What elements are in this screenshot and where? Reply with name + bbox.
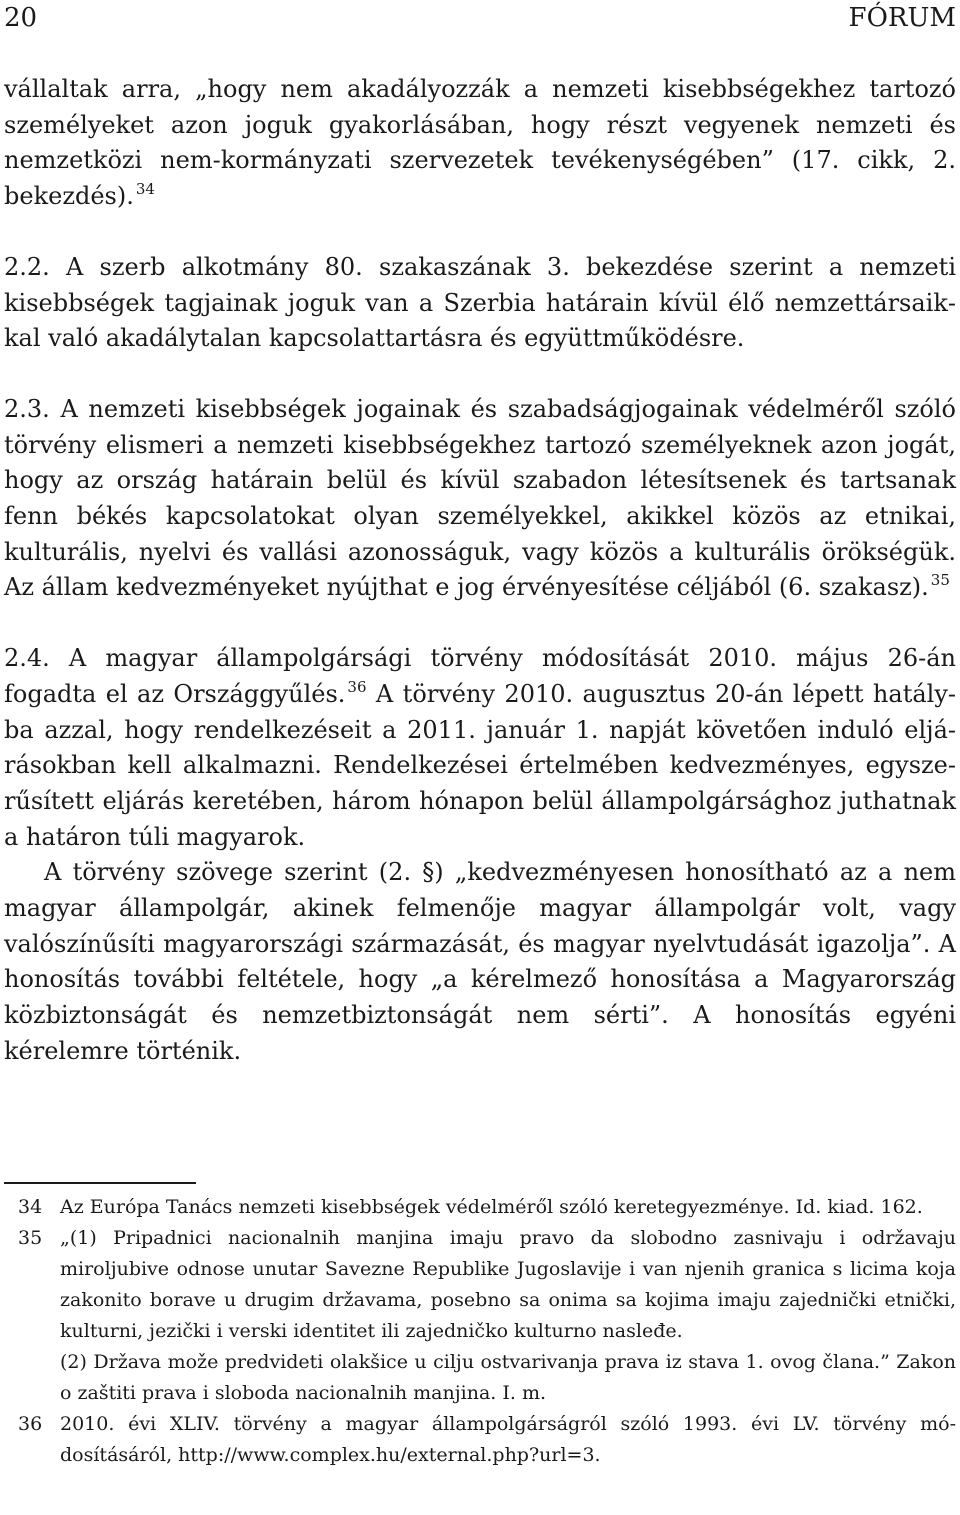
footnote-text: Az Európa Tanács nemzeti kisebbségek védelméről szóló keretegyezménye. Id. kiad. 162. <box>60 1196 923 1218</box>
paragraph-2-2: 2.2. A szerb alkotmány 80. szakaszának 3. bekezdése szerint a nemzeti kisebbségek tagjainak joguk van a Szerbia határain kívül élő nemzettársaikkal való akadálytalan kapcsolattartásra és együttműködésre. <box>4 252 956 353</box>
footnote-ref-36[interactable]: 36 <box>347 677 367 696</box>
paragraph-1: vállaltak arra, „hogy nem akadályozzák a nemzeti kisebbségekhez tartozó személyeket azon joguk gyakorlásában, hogy részt vegyenek nemzeti és nemzetközi nem-kormányzati szervezetek tevékenységében” (17. cikk, 2. bekezdés). $^{34}$ <box>4 75 956 211</box>
footnote-ref-34[interactable]: 34 <box>135 180 155 199</box>
footnote-text: (2) Država može predvideti olakšice u cilju ostvarivanja prava iz stava 1. ovog člana.” Zakon o zaštiti prava i sloboda nacionalnih manjina. I. m. <box>60 1351 956 1404</box>
footnotes <box>4 1192 956 1471</box>
footnote-ref-35[interactable]: 35 <box>930 571 950 590</box>
footnote-number: 34 <box>18 1196 43 1218</box>
page-number: 20 <box>4 3 38 33</box>
footnote-35 <box>4 1223 956 1409</box>
footnote-34 <box>4 1192 956 1223</box>
footnote-text: 2010. évi XLIV. törvény a magyar állampolgárságról szóló 1993. évi LV. törvény módosításáról, http://www.complex.hu/external.php?url=3. <box>60 1413 956 1466</box>
footnote-number: 35 <box>18 1227 43 1249</box>
footnote-separator <box>4 1182 196 1184</box>
paragraph-law-text: A törvény szövege szerint (2. §) „kedvezményesen honosítható az a nem magyar állampolgár, akinek felmenője magyar állampolgár volt, vagy valószínűsíti magyarországi származását, és magyar nyelvtudását igazolja”. A honosítás további feltétele, hogy „a kérelmező honosítása a Magyarország közbiztonságát és nemzetbiztonságát nem sérti”. A honosítás egyéni kérelemre történik. <box>4 858 956 1065</box>
footnote-text: „(1) Pripadnici nacionalnih manjina imaju pravo da slobodno zasnivaju i održavaju miroljubive odnose unutar Savezne Republike Jugoslavije i van njenih granica s licima koja zakonito borave u drugim državama, posebno sa onima sa kojima imaju zajednički etnički, kulturni, jezički i verski identitet ili zajedničko kulturno nasleđe. <box>60 1227 956 1342</box>
journal-title: FÓRUM <box>848 3 956 33</box>
footnote-number: 36 <box>18 1413 43 1435</box>
footnote-36 <box>4 1409 956 1471</box>
paragraph-2-3: 2.3. A nemzeti kisebbségek jogainak és szabadságjogainak védelméről szóló törvény elismeri a nemzeti kisebbségekhez tartozó személyeknek azon jogát, hogy az ország határain belül és kívül szabadon létesítsenek és tartsanak fenn békés kapcsolatokat olyan személyekkel, akikkel közös az etnikai, kulturális, nyelvi és vallási azonosságuk, vagy közös a kulturális örökségük. Az állam kedvezményeket nyújthat e jog érvényesítése céljából (6. szakasz). $^{35}$ <box>4 394 956 602</box>
page-header <box>4 0 956 36</box>
main-text <box>4 72 956 1070</box>
paragraph-2-4: 2.4. A magyar állampolgársági törvény módosítását 2010. május 26-án fogadta el az Országgyűlés. $^{36}$ A törvény 2010. augusztus 20-án lépett hatályba azzal, hogy rendelkezéseit a 2011. január 1. napját követően induló eljárásokban kell alkalmazni. Rendelkezései értelmében kedvezményes, egyszerűsített eljárás keretében, három hónapon belül állampolgársághoz juthatnak a határon túli magyarok. <box>4 644 956 851</box>
